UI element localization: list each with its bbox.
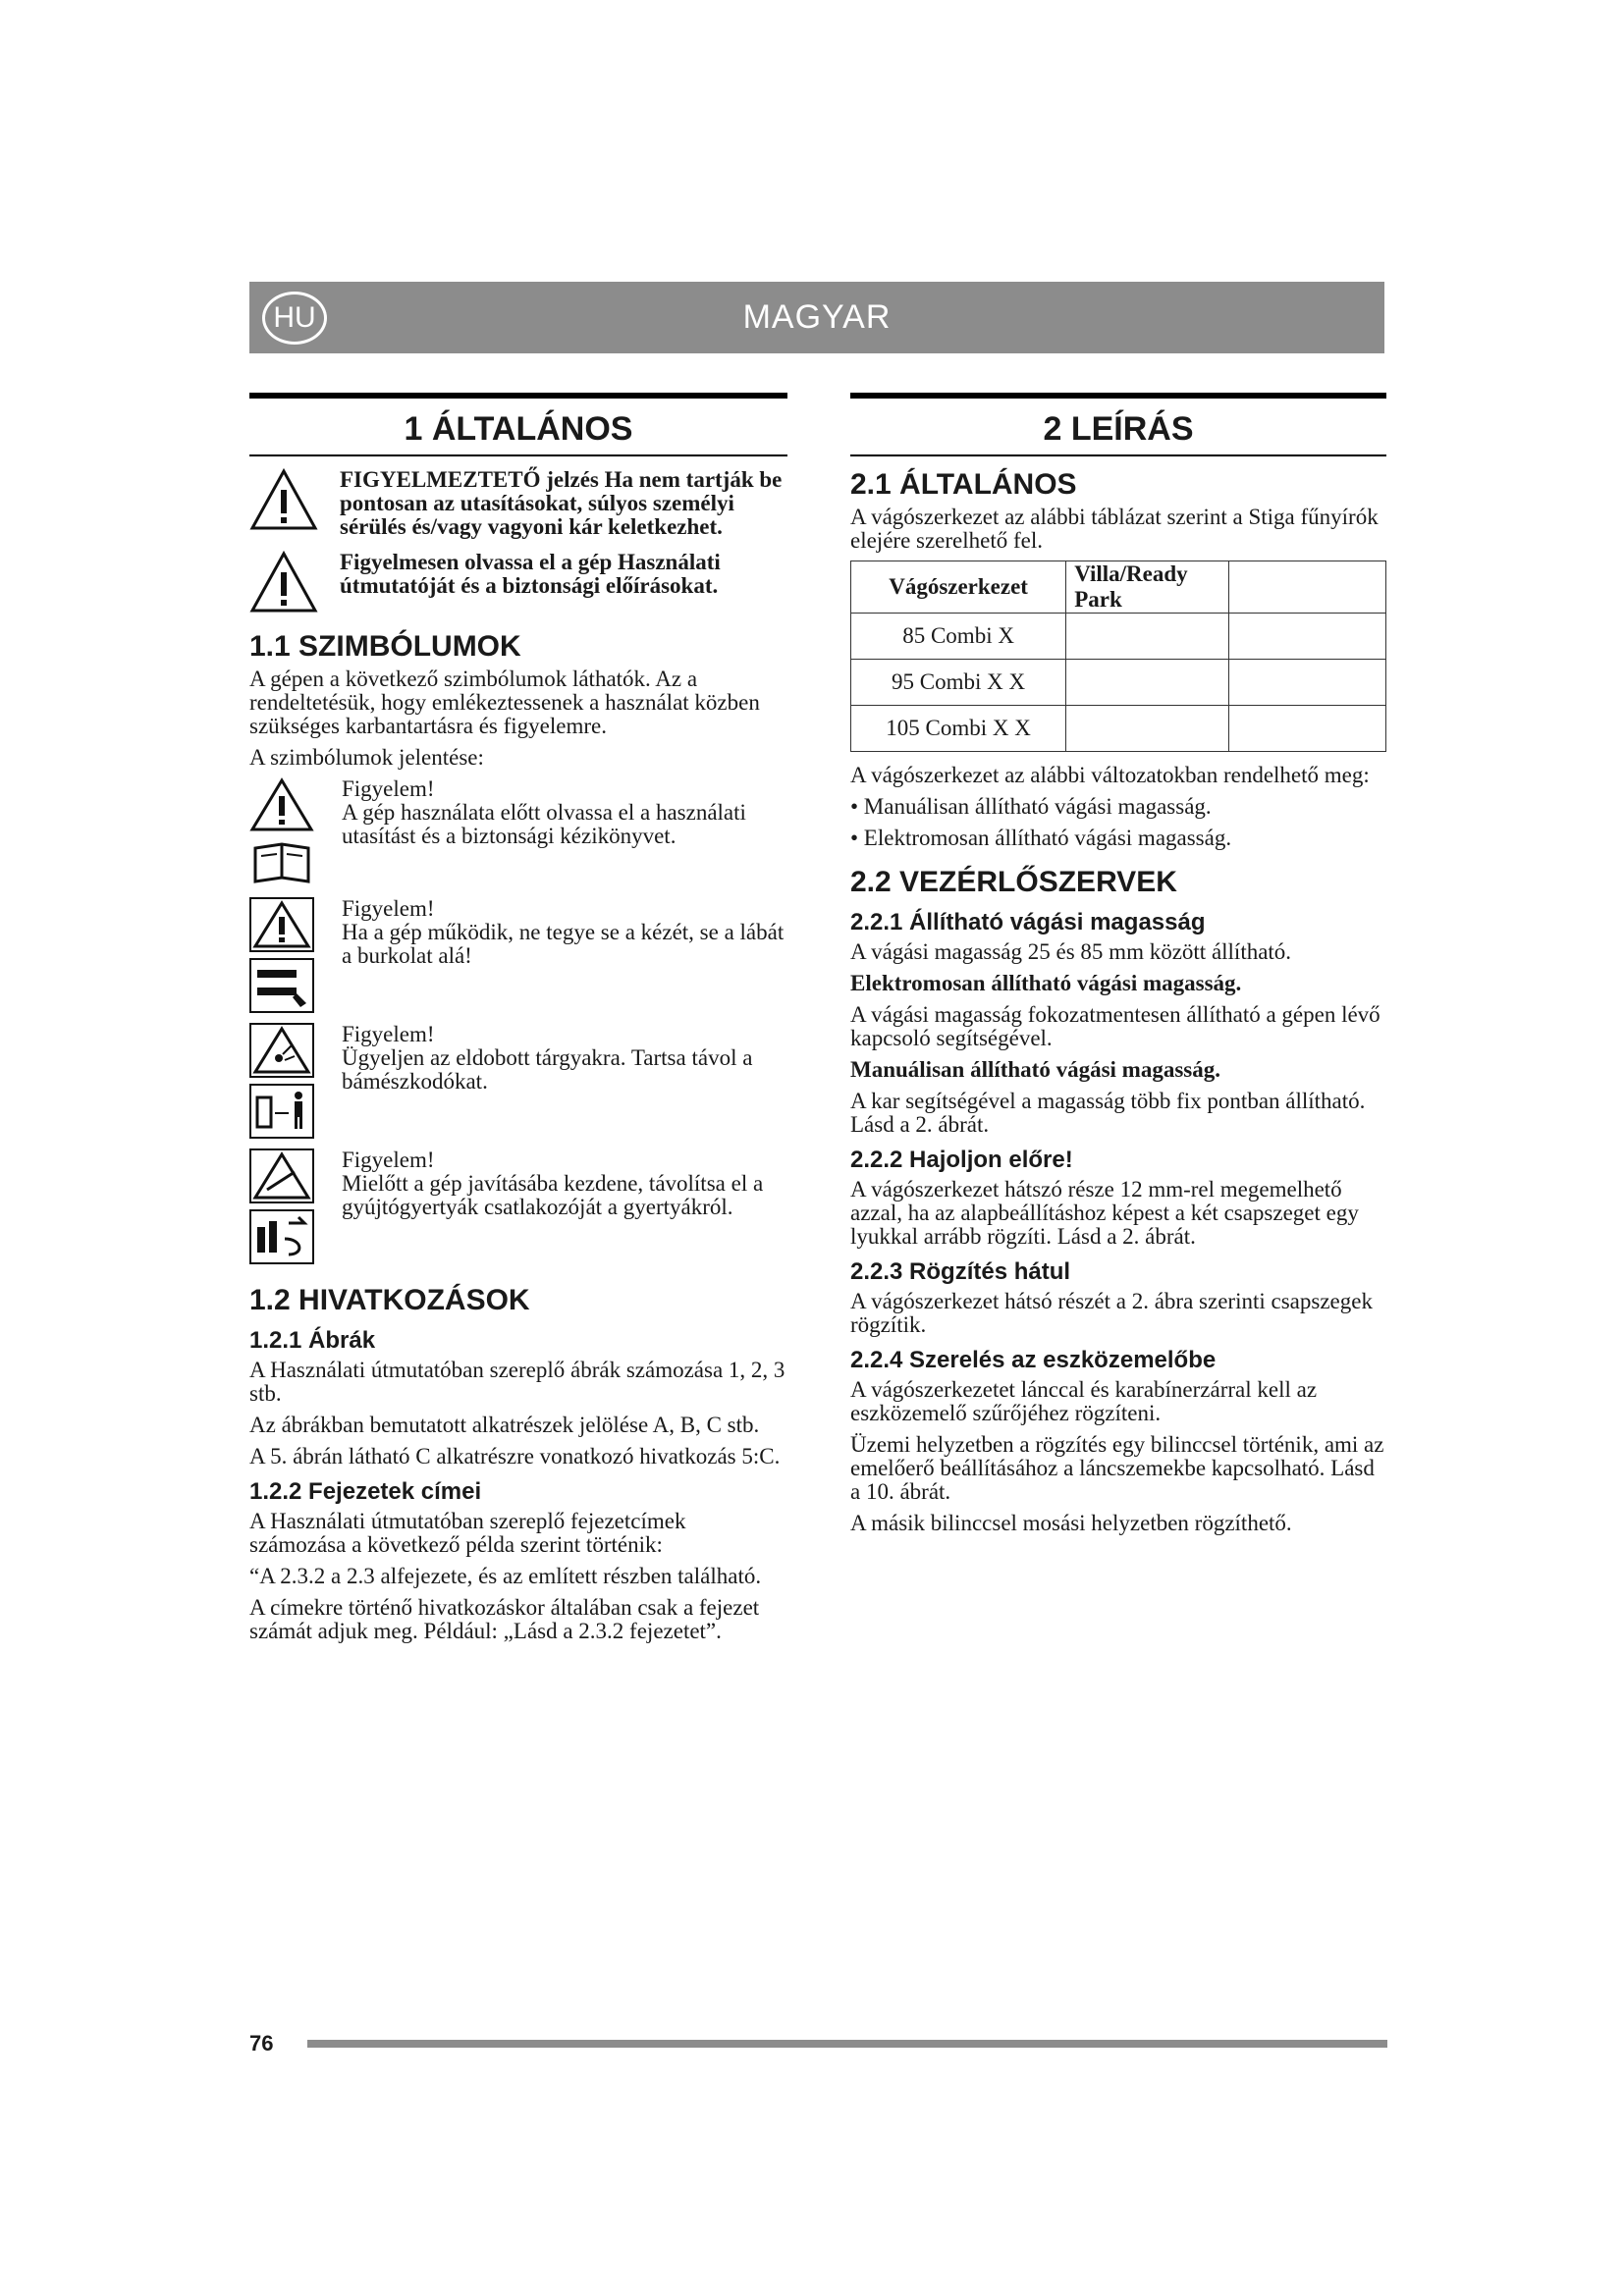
thrown-objects-icon bbox=[249, 1023, 314, 1078]
table-cell bbox=[1228, 614, 1385, 660]
paragraph: A gépen a következő szimbólumok láthatók. Az a rendeltetésük, hogy emlékeztessenek a használat közben szükséges karbantartásra és figyelemre. bbox=[249, 667, 760, 738]
section-2-2-4-title: 2.2.4 Szerelés az eszközemelőbe bbox=[850, 1347, 1217, 1373]
table-cell: 85 Combi X bbox=[851, 614, 1066, 660]
warning-triangle-icon bbox=[249, 777, 314, 832]
paragraph: A vágószerkezet az alábbi változatokban rendelhető meg: bbox=[850, 763, 1370, 787]
paragraph: Az ábrákban bemutatott alkatrészek jelölése A, B, C stb. bbox=[249, 1413, 760, 1437]
paragraph: A vágási magasság fokozatmentesen állítható a gépen lévő kapcsoló segítségével. bbox=[850, 1002, 1380, 1050]
paragraph: Üzemi helyzetben a rögzítés egy bilinccsel történik, ami az emelőerő beállításához a láncszemekbe kapcsolható. Lásd a 10. ábrát. bbox=[850, 1432, 1384, 1504]
warning-block-2 bbox=[249, 551, 787, 618]
symbol-heading: Figyelem! bbox=[342, 1022, 435, 1046]
table-row bbox=[851, 706, 1386, 752]
paragraph: A vágószerkezet hátszó része 12 mm-rel megemelhető azzal, ha az alapbeállításhoz képest a két csapszeget egy lyukkal arrább rögzíti. Lásd a 2. ábrát. bbox=[850, 1177, 1359, 1249]
footer-rule bbox=[307, 2040, 1387, 2048]
section-2-2-3-title: 2.2.3 Rögzítés hátul bbox=[850, 1258, 1071, 1285]
warning-block-1 bbox=[249, 468, 787, 539]
spark-plug-icon bbox=[249, 1209, 314, 1264]
table-row bbox=[851, 614, 1386, 660]
section-2-2-1-title: 2.2.1 Állítható vágási magasság bbox=[850, 909, 1206, 935]
section-2-2-2-title: 2.2.2 Hajoljon előre! bbox=[850, 1147, 1073, 1173]
table-row bbox=[851, 660, 1386, 706]
symbol-heading: Figyelem! bbox=[342, 1148, 435, 1172]
table-cell bbox=[1228, 706, 1385, 752]
warning-triangle-icon bbox=[249, 468, 328, 536]
keep-distance-icon bbox=[249, 1084, 314, 1139]
left-column bbox=[249, 393, 787, 1651]
paragraph-bold: Elektromosan állítható vágási magasság. bbox=[850, 971, 1242, 995]
warning-text-1: FIGYELMEZTETŐ jelzés Ha nem tartják be pontosan az utasításokat, súlyos személyi sérülés és/vagy vagyoni kár keletkezhet. bbox=[340, 467, 783, 539]
table-cell: 105 Combi X X bbox=[851, 706, 1066, 752]
symbol-text: Mielőtt a gép javításába kezdene, távolítsa el a gyújtógyertyák csatlakozóját a gyertyákról. bbox=[342, 1171, 764, 1219]
symbol-entry-1 bbox=[249, 777, 787, 887]
hand-under-cover-icon bbox=[249, 958, 314, 1013]
paragraph: A címekre történő hivatkozáskor általában csak a fejezet számát adjuk meg. Például: „Lásd a 2.3.2 fejezetet”. bbox=[249, 1595, 760, 1643]
list-item: • Manuálisan állítható vágási magasság. bbox=[850, 794, 1212, 819]
table-cell bbox=[1066, 706, 1228, 752]
list-item: • Elektromosan állítható vágási magasság. bbox=[850, 826, 1232, 850]
banner-title: MAGYAR bbox=[742, 298, 892, 336]
maintenance-warning-icon bbox=[249, 1148, 314, 1203]
cutter-compatibility-table bbox=[850, 561, 1386, 752]
paragraph: A Használati útmutatóban szereplő ábrák számozása 1, 2, 3 stb. bbox=[249, 1358, 785, 1406]
table-cell bbox=[1228, 561, 1385, 614]
paragraph: A vágószerkezetet lánccal és karabínerzárral kell az eszközemelő szűrőjéhez rögzíteni. bbox=[850, 1377, 1318, 1425]
right-column bbox=[850, 393, 1386, 1543]
section-1-2-2-title: 1.2.2 Fejezetek címei bbox=[249, 1478, 482, 1505]
page-number: 76 bbox=[249, 2031, 274, 2056]
manual-book-icon bbox=[249, 838, 314, 887]
symbol-heading: Figyelem! bbox=[342, 896, 435, 921]
language-badge: HU bbox=[262, 292, 327, 345]
symbol-heading: Figyelem! bbox=[342, 776, 435, 801]
table-cell bbox=[1066, 614, 1228, 660]
table-header-cell: Vágószerkezet bbox=[851, 561, 1066, 614]
paragraph: A másik bilinccsel mosási helyzetben rögzíthető. bbox=[850, 1511, 1292, 1535]
paragraph: A 5. ábrán látható C alkatrészre vonatkozó hivatkozás 5:C. bbox=[249, 1444, 781, 1468]
table-cell: 95 Combi X X bbox=[851, 660, 1066, 706]
paragraph-bold: Manuálisan állítható vágási magasság. bbox=[850, 1057, 1220, 1082]
warning-text-2: Figyelmesen olvassa el a gép Használati útmutatóját és a biztonsági előírásokat. bbox=[340, 550, 721, 598]
warning-triangle-icon bbox=[249, 897, 314, 952]
chapter-1-title: 1 ÁLTALÁNOS bbox=[249, 393, 787, 456]
paragraph: A kar segítségével a magasság több fix pontban állítható. Lásd a 2. ábrát. bbox=[850, 1089, 1366, 1137]
section-2-2-title: 2.2 VEZÉRLŐSZERVEK bbox=[850, 866, 1177, 898]
table-header-cell: Villa/Ready Park bbox=[1066, 561, 1228, 614]
paragraph: A szimbólumok jelentése: bbox=[249, 745, 484, 770]
symbol-text: Ha a gép működik, ne tegye se a kézét, se a lábát a burkolat alá! bbox=[342, 920, 785, 968]
symbol-entry-4 bbox=[249, 1148, 787, 1264]
section-1-2-title: 1.2 HIVATKOZÁSOK bbox=[249, 1284, 530, 1316]
symbol-text: A gép használata előtt olvassa el a használati utasítást és a biztonsági kézikönyvet. bbox=[342, 800, 746, 848]
section-1-2-1-title: 1.2.1 Ábrák bbox=[249, 1327, 376, 1354]
symbol-text: Ügyeljen az eldobott tárgyakra. Tartsa távol a bámészkodókat. bbox=[342, 1045, 753, 1094]
language-banner bbox=[249, 282, 1384, 353]
paragraph: A vágási magasság 25 és 85 mm között állítható. bbox=[850, 939, 1292, 964]
symbol-entry-2 bbox=[249, 897, 787, 1013]
paragraph: A vágószerkezet az alábbi táblázat szerint a Stiga fűnyírók elejére szerelhető fel. bbox=[850, 505, 1379, 553]
paragraph: A vágószerkezet hátsó részét a 2. ábra szerinti csapszegek rögzítik. bbox=[850, 1289, 1373, 1337]
paragraph: “A 2.3.2 a 2.3 alfejezete, és az említett részben található. bbox=[249, 1564, 762, 1588]
chapter-2-title: 2 LEÍRÁS bbox=[850, 393, 1386, 456]
table-cell bbox=[1066, 660, 1228, 706]
table-header-row bbox=[851, 561, 1386, 614]
table-cell bbox=[1228, 660, 1385, 706]
symbol-entry-3 bbox=[249, 1023, 787, 1139]
paragraph: A Használati útmutatóban szereplő fejezetcímek számozása a következő példa szerint történik: bbox=[249, 1509, 686, 1557]
section-2-1-title: 2.1 ÁLTALÁNOS bbox=[850, 468, 1077, 501]
warning-triangle-icon bbox=[249, 551, 328, 618]
section-1-1-title: 1.1 SZIMBÓLUMOK bbox=[249, 630, 521, 663]
